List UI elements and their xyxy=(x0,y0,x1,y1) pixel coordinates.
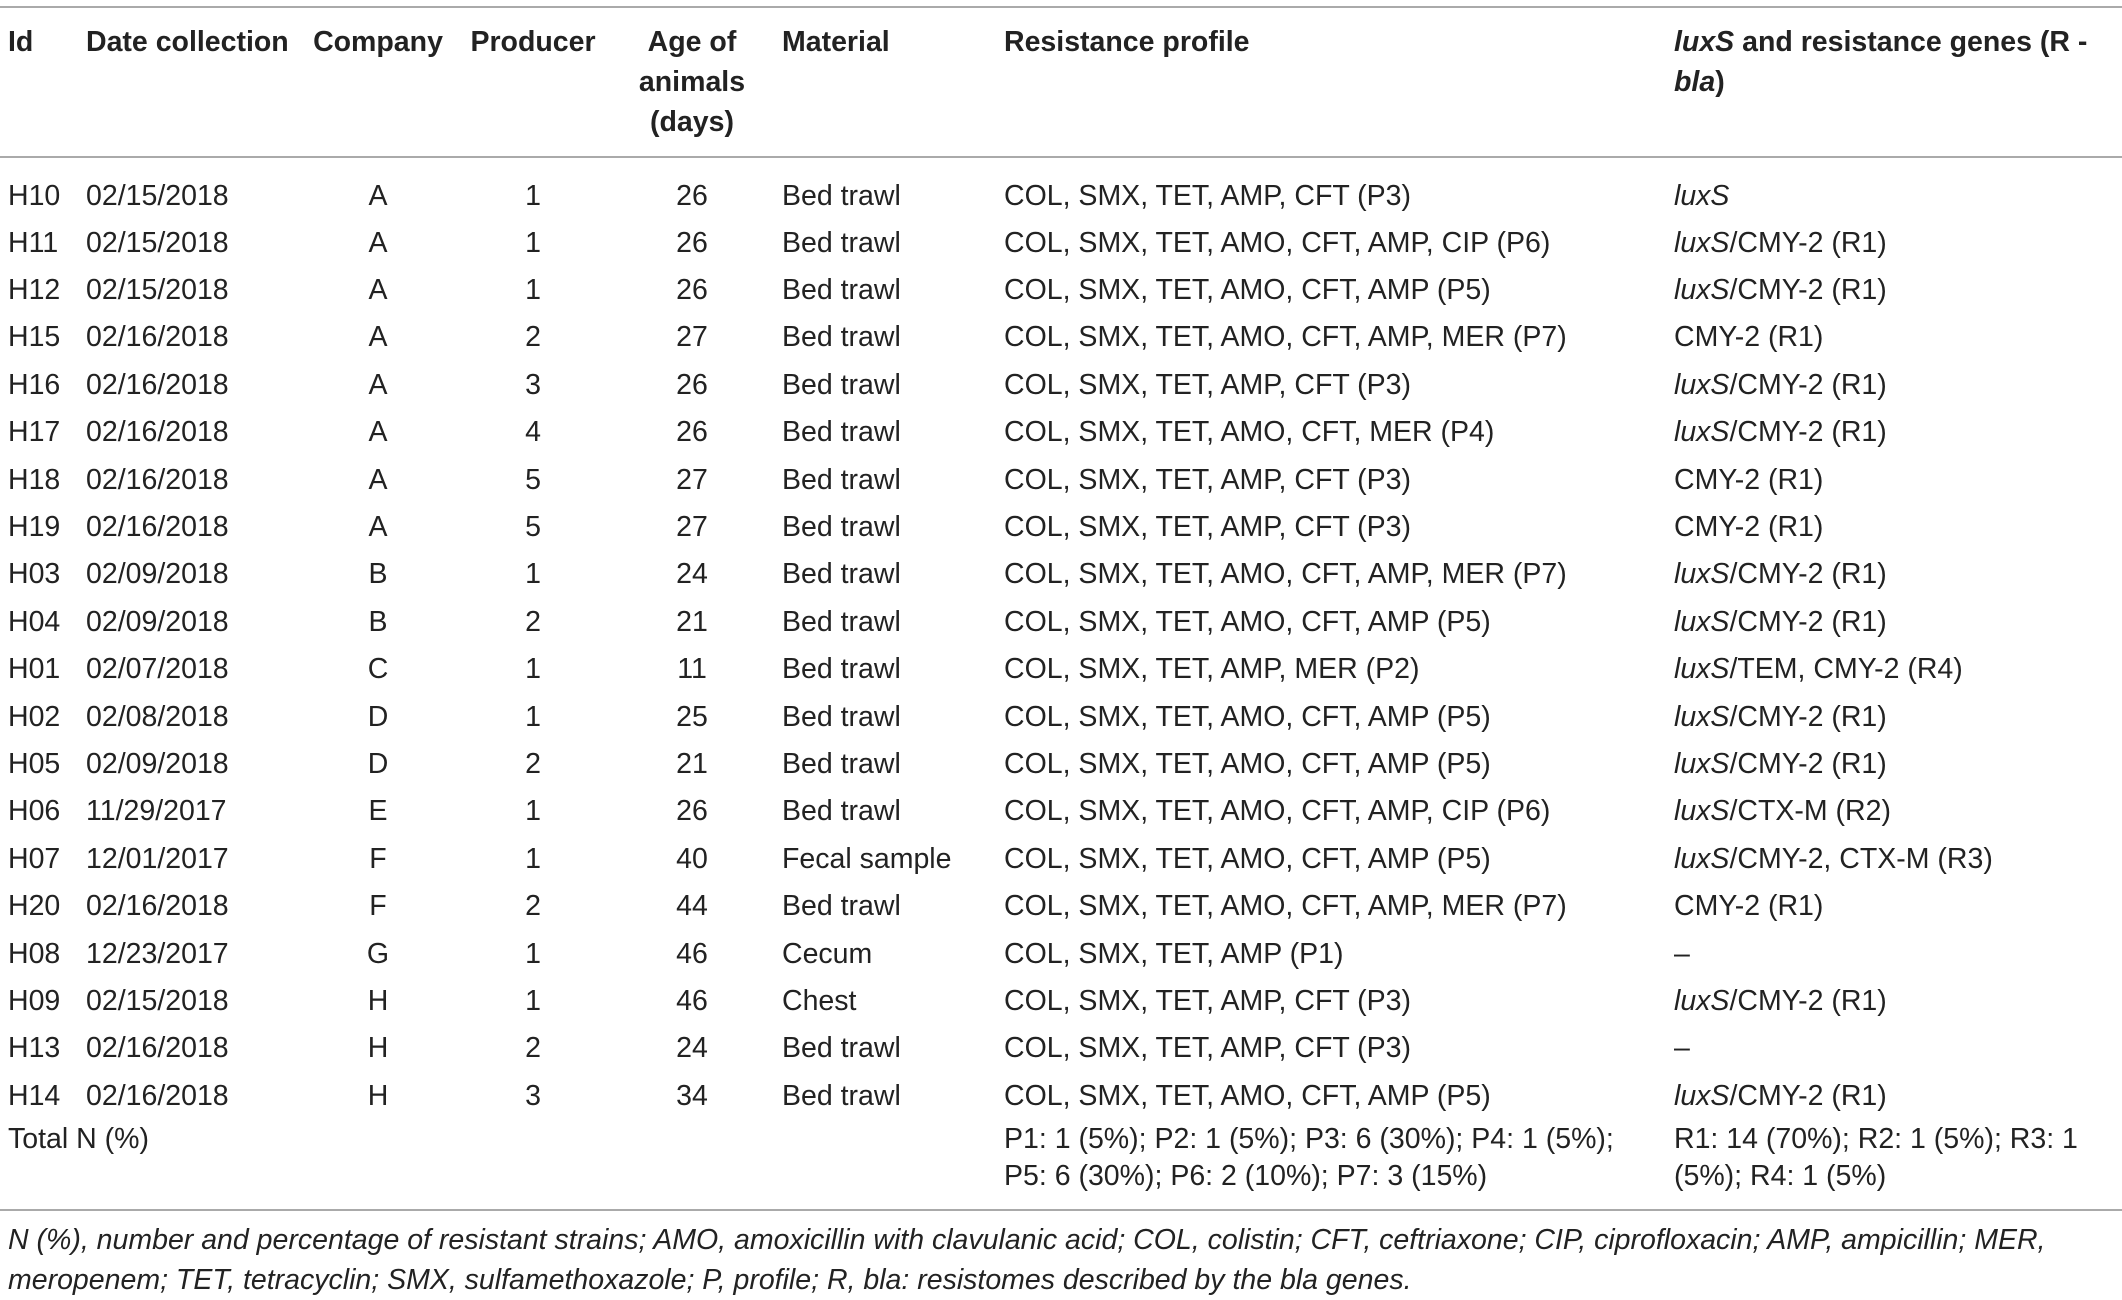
cell-resistance-profile: COL, SMX, TET, AMO, CFT, AMP (P5) xyxy=(1004,842,1491,875)
cell-age: 21 xyxy=(676,747,708,780)
cell-producer: 1 xyxy=(525,984,541,1017)
table-row xyxy=(0,456,2122,503)
cell-genes-lux: luxS xyxy=(1674,558,1730,591)
cell-id: H12 xyxy=(8,274,61,307)
cell-age: 26 xyxy=(676,416,708,449)
cell-material: Bed trawl xyxy=(782,605,901,638)
cell-resistance-profile: COL, SMX, TET, AMO, CFT, MER (P4) xyxy=(1004,416,1495,449)
cell-producer: 1 xyxy=(525,274,541,307)
table-row xyxy=(0,157,2122,219)
cell-date: 02/16/2018 xyxy=(86,416,229,449)
cell-age: 26 xyxy=(676,226,708,259)
cell-id: H07 xyxy=(8,842,61,875)
cell-id: H10 xyxy=(8,179,61,212)
cell-producer: 1 xyxy=(525,179,541,212)
header-company: Company xyxy=(313,26,443,58)
cell-date: 02/15/2018 xyxy=(86,226,229,259)
cell-genes-lux: luxS xyxy=(1674,653,1730,686)
cell-company: E xyxy=(368,795,388,828)
cell-id: H18 xyxy=(8,463,61,496)
cell-genes xyxy=(1666,835,2122,882)
cell-date: 02/16/2018 xyxy=(86,463,229,496)
cell-genes-text: /CMY-2 (R1) xyxy=(1729,368,1887,401)
cell-id: H16 xyxy=(8,368,61,401)
cell-genes-text: /CMY-2, CTX-M (R3) xyxy=(1729,842,1993,875)
cell-date: 02/15/2018 xyxy=(86,984,229,1017)
cell-material: Chest xyxy=(782,984,857,1017)
cell-genes-text: CMY-2 (R1) xyxy=(1674,321,1824,354)
cell-genes-text: /CMY-2 (R1) xyxy=(1729,605,1887,638)
cell-material: Bed trawl xyxy=(782,1079,901,1112)
cell-genes xyxy=(1666,157,2122,219)
cell-genes xyxy=(1666,219,2122,266)
cell-date: 02/09/2018 xyxy=(86,747,229,780)
cell-genes-text: /CTX-M (R2) xyxy=(1729,795,1891,828)
cell-resistance-profile: COL, SMX, TET, AMP, CFT (P3) xyxy=(1004,368,1412,401)
cell-material: Bed trawl xyxy=(782,1032,901,1065)
table-body xyxy=(0,157,2122,1210)
cell-producer: 1 xyxy=(525,558,541,591)
table-row xyxy=(0,219,2122,266)
header-id: Id xyxy=(8,26,34,58)
header-material: Material xyxy=(782,26,890,58)
total-row xyxy=(0,1119,2122,1210)
cell-genes-lux: luxS xyxy=(1674,179,1730,212)
cell-age: 26 xyxy=(676,795,708,828)
cell-producer: 5 xyxy=(525,463,541,496)
cell-company: A xyxy=(368,511,388,544)
cell-company: H xyxy=(367,1079,389,1112)
cell-resistance-profile: COL, SMX, TET, AMP, CFT (P3) xyxy=(1004,179,1412,212)
cell-material: Bed trawl xyxy=(782,511,901,544)
cell-date: 02/16/2018 xyxy=(86,890,229,923)
cell-age: 46 xyxy=(676,984,708,1017)
cell-id: H05 xyxy=(8,747,61,780)
cell-company: F xyxy=(369,842,387,875)
cell-material: Bed trawl xyxy=(782,416,901,449)
header-date: Date collection xyxy=(86,26,289,58)
cell-genes-lux: luxS xyxy=(1674,700,1730,733)
cell-material: Bed trawl xyxy=(782,226,901,259)
cell-resistance-profile: COL, SMX, TET, AMP, CFT (P3) xyxy=(1004,984,1412,1017)
cell-genes-lux: luxS xyxy=(1674,1079,1730,1112)
table-row xyxy=(0,977,2122,1024)
cell-resistance-profile: COL, SMX, TET, AMO, CFT, AMP, MER (P7) xyxy=(1004,558,1567,591)
cell-material: Bed trawl xyxy=(782,179,901,212)
table-row xyxy=(0,740,2122,787)
cell-date: 02/09/2018 xyxy=(86,558,229,591)
cell-age: 21 xyxy=(676,605,708,638)
cell-date: 02/08/2018 xyxy=(86,700,229,733)
cell-material: Bed trawl xyxy=(782,463,901,496)
cell-age: 26 xyxy=(676,274,708,307)
cell-age: 25 xyxy=(676,700,708,733)
cell-genes-text: /CMY-2 (R1) xyxy=(1729,700,1887,733)
cell-resistance-profile: COL, SMX, TET, AMO, CFT, AMP (P5) xyxy=(1004,605,1491,638)
cell-company: A xyxy=(368,368,388,401)
cell-genes-text: – xyxy=(1674,1032,1690,1065)
cell-resistance-profile: COL, SMX, TET, AMO, CFT, AMP (P5) xyxy=(1004,747,1491,780)
cell-company: A xyxy=(368,226,388,259)
cell-age: 46 xyxy=(676,937,708,970)
cell-producer: 2 xyxy=(525,1032,541,1065)
cell-company: F xyxy=(369,890,387,923)
cell-genes xyxy=(1666,977,2122,1024)
header-genes-bla: bla xyxy=(1674,66,1716,98)
cell-genes-lux: luxS xyxy=(1674,368,1730,401)
cell-company: H xyxy=(367,1032,389,1065)
cell-material: Bed trawl xyxy=(782,890,901,923)
cell-age: 11 xyxy=(677,653,707,686)
cell-resistance-profile: COL, SMX, TET, AMP, CFT (P3) xyxy=(1004,511,1412,544)
cell-company: A xyxy=(368,463,388,496)
cell-genes xyxy=(1666,456,2122,503)
cell-genes-lux: luxS xyxy=(1674,984,1730,1017)
cell-material: Bed trawl xyxy=(782,558,901,591)
cell-id: H15 xyxy=(8,321,61,354)
cell-producer: 2 xyxy=(525,890,541,923)
cell-company: C xyxy=(367,653,389,686)
cell-material: Bed trawl xyxy=(782,747,901,780)
cell-id: H14 xyxy=(8,1079,61,1112)
cell-date: 02/16/2018 xyxy=(86,511,229,544)
cell-resistance-profile: COL, SMX, TET, AMO, CFT, AMP (P5) xyxy=(1004,274,1491,307)
cell-date: 02/07/2018 xyxy=(86,653,229,686)
cell-material: Bed trawl xyxy=(782,321,901,354)
cell-producer: 1 xyxy=(525,842,541,875)
cell-company: A xyxy=(368,274,388,307)
cell-genes xyxy=(1666,882,2122,929)
cell-producer: 3 xyxy=(525,368,541,401)
cell-producer: 1 xyxy=(525,653,541,686)
table-row xyxy=(0,598,2122,645)
cell-producer: 2 xyxy=(525,321,541,354)
cell-id: H08 xyxy=(8,937,61,970)
cell-genes-text: /TEM, CMY-2 (R4) xyxy=(1729,653,1963,686)
cell-resistance-profile: COL, SMX, TET, AMO, CFT, AMP, CIP (P6) xyxy=(1004,226,1551,259)
cell-genes xyxy=(1666,646,2122,693)
cell-genes-text: /CMY-2 (R1) xyxy=(1729,416,1887,449)
cell-age: 40 xyxy=(676,842,708,875)
cell-id: H02 xyxy=(8,700,61,733)
cell-genes-lux: luxS xyxy=(1674,416,1730,449)
cell-genes-lux: luxS xyxy=(1674,747,1730,780)
cell-age: 34 xyxy=(676,1079,708,1112)
cell-date: 12/23/2017 xyxy=(86,937,229,970)
cell-genes-lux: luxS xyxy=(1674,274,1730,307)
header-genes-mid: and resistance genes (R - xyxy=(1734,26,2088,58)
cell-age: 44 xyxy=(676,890,708,923)
cell-age: 27 xyxy=(676,511,708,544)
header-resistance-profile: Resistance profile xyxy=(1004,26,1250,58)
cell-resistance-profile: COL, SMX, TET, AMO, CFT, AMP (P5) xyxy=(1004,1079,1491,1112)
cell-material: Bed trawl xyxy=(782,274,901,307)
cell-genes-text: /CMY-2 (R1) xyxy=(1729,747,1887,780)
cell-resistance-profile: COL, SMX, TET, AMO, CFT, AMP (P5) xyxy=(1004,700,1491,733)
cell-id: H19 xyxy=(8,511,61,544)
cell-resistance-profile: COL, SMX, TET, AMP, CFT (P3) xyxy=(1004,1032,1412,1065)
cell-genes xyxy=(1666,1025,2122,1072)
cell-genes xyxy=(1666,598,2122,645)
cell-date: 02/16/2018 xyxy=(86,368,229,401)
cell-genes-text: CMY-2 (R1) xyxy=(1674,511,1824,544)
cell-date: 02/15/2018 xyxy=(86,274,229,307)
cell-material: Bed trawl xyxy=(782,700,901,733)
cell-material: Bed trawl xyxy=(782,653,901,686)
table-row xyxy=(0,930,2122,977)
cell-id: H03 xyxy=(8,558,61,591)
cell-genes-text: CMY-2 (R1) xyxy=(1674,463,1824,496)
cell-id: H17 xyxy=(8,416,61,449)
table-row xyxy=(0,551,2122,598)
cell-genes xyxy=(1666,266,2122,313)
cell-resistance-profile: COL, SMX, TET, AMP, MER (P2) xyxy=(1004,653,1420,686)
cell-genes-lux: luxS xyxy=(1674,605,1730,638)
cell-genes xyxy=(1666,740,2122,787)
table-row xyxy=(0,835,2122,882)
cell-genes-text: /CMY-2 (R1) xyxy=(1729,984,1887,1017)
cell-company: H xyxy=(367,984,389,1017)
table-row xyxy=(0,693,2122,740)
cell-genes xyxy=(1666,361,2122,408)
cell-resistance-profile: COL, SMX, TET, AMP, CFT (P3) xyxy=(1004,463,1412,496)
table-row xyxy=(0,882,2122,929)
header-producer: Producer xyxy=(470,26,596,58)
cell-age: 24 xyxy=(676,558,708,591)
cell-producer: 2 xyxy=(525,605,541,638)
table-row xyxy=(0,646,2122,693)
cell-material: Fecal sample xyxy=(782,842,952,875)
total-profile: P1: 1 (5%); P2: 1 (5%); P3: 6 (30%); P4: 1 (5%); P5: 6 (30%); P6: 2 (10%); P7: 3 (15%) xyxy=(1004,1123,1614,1193)
cell-genes xyxy=(1666,551,2122,598)
cell-age: 27 xyxy=(676,321,708,354)
header-genes-end: ) xyxy=(1715,66,1725,98)
cell-resistance-profile: COL, SMX, TET, AMO, CFT, AMP, MER (P7) xyxy=(1004,890,1567,923)
cell-genes-lux: luxS xyxy=(1674,226,1730,259)
cell-genes xyxy=(1666,503,2122,550)
cell-date: 02/15/2018 xyxy=(86,179,229,212)
cell-id: H04 xyxy=(8,605,61,638)
cell-id: H13 xyxy=(8,1032,61,1065)
cell-date: 12/01/2017 xyxy=(86,842,229,875)
cell-genes-text: /CMY-2 (R1) xyxy=(1729,558,1887,591)
isolates-table xyxy=(0,6,2122,1211)
cell-id: H09 xyxy=(8,984,61,1017)
cell-genes xyxy=(1666,693,2122,740)
cell-genes-text: – xyxy=(1674,937,1690,970)
cell-material: Bed trawl xyxy=(782,368,901,401)
cell-resistance-profile: COL, SMX, TET, AMP (P1) xyxy=(1004,937,1344,970)
cell-producer: 4 xyxy=(525,416,541,449)
cell-producer: 3 xyxy=(525,1079,541,1112)
cell-id: H11 xyxy=(8,226,59,259)
table-row xyxy=(0,361,2122,408)
cell-company: B xyxy=(368,605,388,638)
cell-date: 11/29/2017 xyxy=(86,795,227,828)
cell-date: 02/16/2018 xyxy=(86,1032,229,1065)
cell-company: B xyxy=(368,558,388,591)
cell-resistance-profile: COL, SMX, TET, AMO, CFT, AMP, MER (P7) xyxy=(1004,321,1567,354)
cell-genes-text: /CMY-2 (R1) xyxy=(1729,226,1887,259)
cell-genes-lux: luxS xyxy=(1674,795,1730,828)
cell-genes-text: /CMY-2 (R1) xyxy=(1729,1079,1887,1112)
header-row xyxy=(0,7,2122,157)
cell-company: A xyxy=(368,416,388,449)
header-genes-lux: luxS xyxy=(1674,26,1735,58)
cell-id: H01 xyxy=(8,653,61,686)
cell-date: 02/16/2018 xyxy=(86,1079,229,1112)
cell-date: 02/09/2018 xyxy=(86,605,229,638)
cell-producer: 1 xyxy=(525,226,541,259)
cell-genes xyxy=(1666,788,2122,835)
cell-company: D xyxy=(367,700,389,733)
table-row xyxy=(0,1072,2122,1119)
cell-id: H06 xyxy=(8,795,61,828)
cell-age: 26 xyxy=(676,179,708,212)
cell-material: Cecum xyxy=(782,937,873,970)
table-footnote: N (%), number and percentage of resistant strains; AMO, amoxicillin with clavulanic acid; COL, colistin; CFT, ceftriaxone; CIP, ciprofloxacin; AMP, ampicillin; MER, meropenem; TET, tetracyclin; SMX, sulfamethoxazole; P, profile; R, bla: resistomes described by the bla genes. xyxy=(8,1224,2046,1296)
table-row xyxy=(0,409,2122,456)
cell-genes xyxy=(1666,930,2122,977)
cell-genes-lux: luxS xyxy=(1674,842,1730,875)
cell-genes-text: CMY-2 (R1) xyxy=(1674,890,1824,923)
cell-age: 26 xyxy=(676,368,708,401)
cell-producer: 5 xyxy=(525,511,541,544)
cell-company: D xyxy=(367,747,389,780)
cell-producer: 1 xyxy=(525,795,541,828)
cell-age: 24 xyxy=(676,1032,708,1065)
cell-producer: 1 xyxy=(525,700,541,733)
header-age: Age of animals (days) xyxy=(638,26,746,138)
cell-age: 27 xyxy=(676,463,708,496)
cell-genes xyxy=(1666,314,2122,361)
cell-material: Bed trawl xyxy=(782,795,901,828)
table-row xyxy=(0,1025,2122,1072)
total-genes: R1: 14 (70%); R2: 1 (5%); R3: 1 (5%); R4: 1 (5%) xyxy=(1674,1123,2078,1193)
cell-company: A xyxy=(368,179,388,212)
cell-producer: 2 xyxy=(525,747,541,780)
cell-company: A xyxy=(368,321,388,354)
table-row xyxy=(0,266,2122,313)
header-genes xyxy=(1666,7,2122,157)
cell-genes-text: /CMY-2 (R1) xyxy=(1729,274,1887,307)
table-row xyxy=(0,503,2122,550)
cell-producer: 1 xyxy=(525,937,541,970)
cell-genes xyxy=(1666,409,2122,456)
table-row xyxy=(0,788,2122,835)
total-label: Total N (%) xyxy=(8,1123,149,1156)
table-row xyxy=(0,314,2122,361)
cell-date: 02/16/2018 xyxy=(86,321,229,354)
cell-genes xyxy=(1666,1072,2122,1119)
cell-resistance-profile: COL, SMX, TET, AMO, CFT, AMP, CIP (P6) xyxy=(1004,795,1551,828)
cell-company: G xyxy=(366,937,390,970)
cell-id: H20 xyxy=(8,890,61,923)
